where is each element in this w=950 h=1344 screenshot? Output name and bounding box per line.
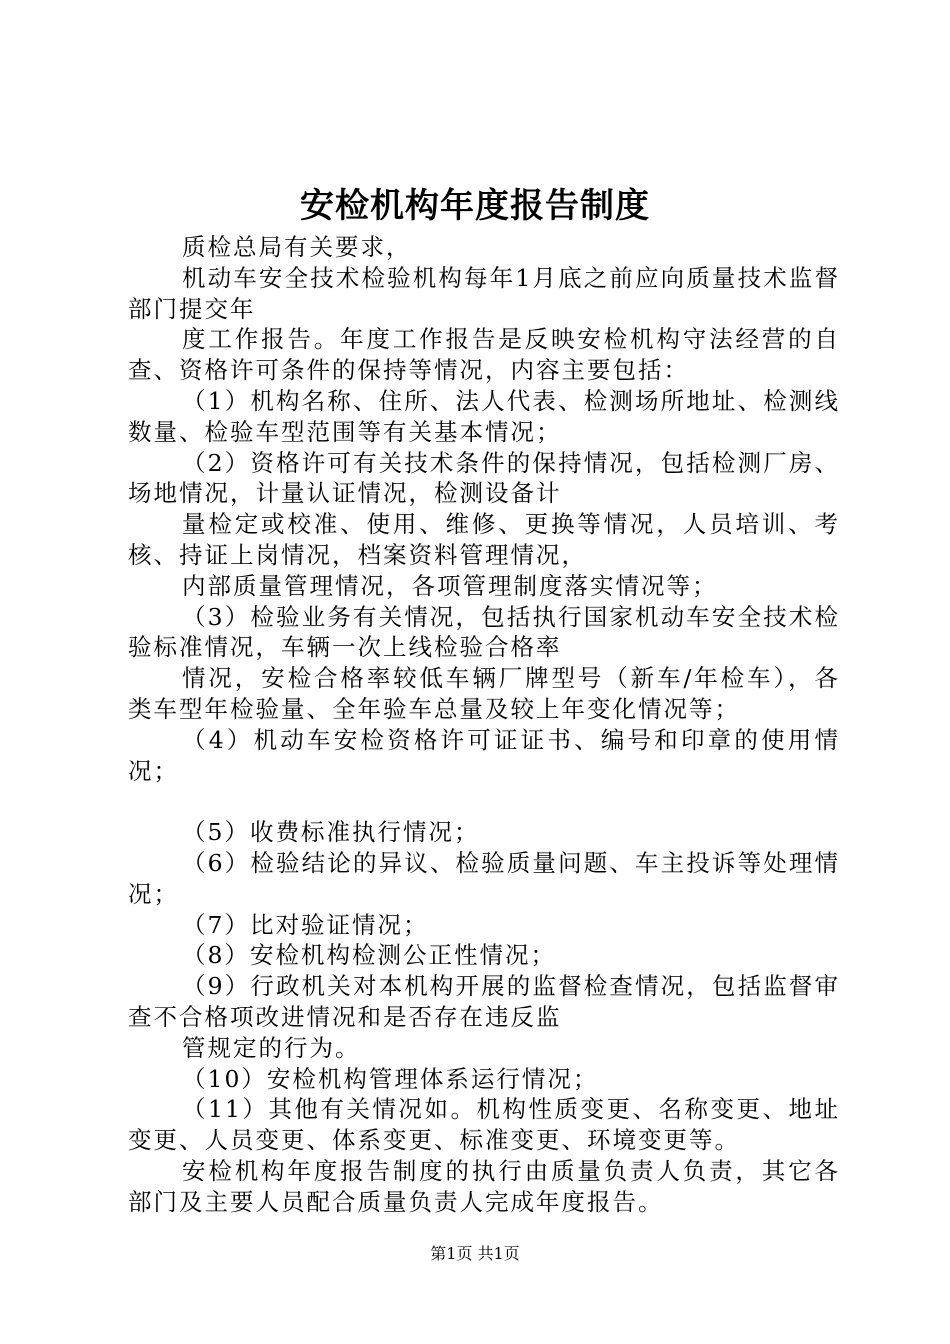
paragraph: 情况，安检合格率较低车辆厂牌型号（新车/年检车），各类车型年检验量、全年验车总量及较上年变化情况等； [128, 664, 840, 723]
paragraph: 管规定的行为。 [182, 1033, 361, 1062]
paragraph: 安检机构年度报告制度的执行由质量负责人负责，其它各部门及主要人员配合质量负责人完成年度报告。 [128, 1156, 840, 1216]
paragraph: 质检总局有关要求， [182, 233, 412, 261]
paragraph: （5）收费标准执行情况； [182, 818, 480, 847]
paragraph: （4）机动车安检资格许可证证书、编号和印章的使用情况； [128, 725, 840, 785]
paragraph: （9）行政机关对本机构开展的监督检查情况，包括监督审查不合格项改进情况和是否存在违反监 [128, 972, 840, 1031]
paragraph: （6）检验结论的异议、检验质量问题、车主投诉等处理情况； [128, 848, 840, 908]
paragraph: （2）资格许可有关技术条件的保持情况，包括检测厂房、场地情况，计量认证情况，检测设备计 [128, 448, 840, 508]
paragraph: （1）机构名称、住所、法人代表、检测场所地址、检测线数量、检验车型范围等有关基本情况； [128, 386, 840, 446]
document-body [128, 232, 840, 1218]
paragraph: （10）安检机构管理体系运行情况； [182, 1064, 599, 1093]
document-title: 安检机构年度报告制度 [300, 186, 650, 226]
paragraph: （8）安检机构检测公正性情况； [182, 941, 556, 970]
paragraph: 机动车安全技术检验机构每年1月底之前应向质量技术监督部门提交年 [128, 263, 840, 323]
paragraph: 内部质量管理情况，各项管理制度落实情况等； [182, 571, 718, 600]
paragraph: 度工作报告。年度工作报告是反映安检机构守法经营的自查、资格许可条件的保持等情况，内容主要包括： [128, 325, 840, 385]
blank-line [128, 786, 840, 817]
page-footer: 第1页 共1页 [430, 1244, 520, 1263]
paragraph: （11）其他有关情况如。机构性质变更、名称变更、地址变更、人员变更、体系变更、标准变更、环境变更等。 [128, 1095, 840, 1155]
paragraph: （7）比对验证情况； [182, 910, 429, 939]
paragraph: 量检定或校准、使用、维修、更换等情况，人员培训、考核、持证上岗情况，档案资料管理情况， [128, 510, 840, 569]
paragraph: （3）检验业务有关情况，包括执行国家机动车安全技术检验标准情况，车辆一次上线检验合格率 [128, 602, 840, 662]
